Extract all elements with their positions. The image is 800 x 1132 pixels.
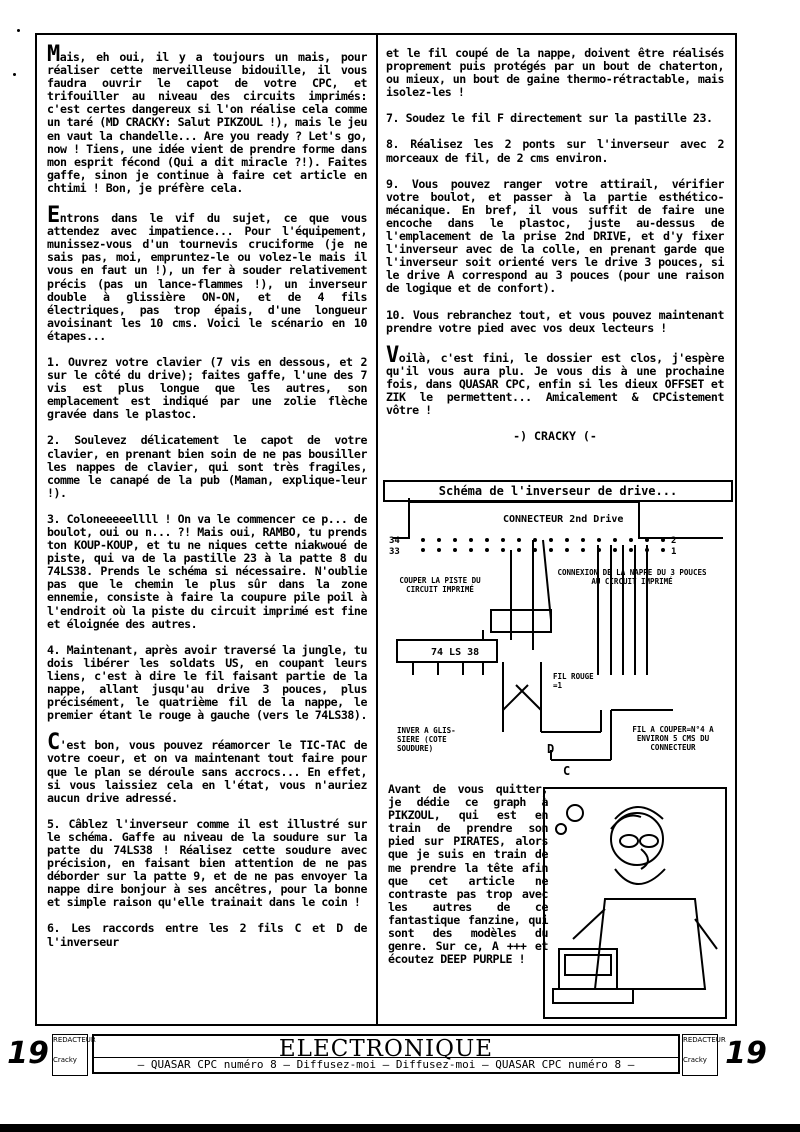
drop-cap: V xyxy=(386,342,399,368)
author-tag-role: REDACTEUR xyxy=(53,1036,96,1044)
paragraph-text: ntrons dans le vif du sujet, ce que vous attendez avec impatience... Pour l'équipement, munissez-vous d'un tournevis cruciforme (je ne sais pas, moi, empruntez-le ou volez-le mais il vous en faut un !), un fer à souder relativement précis (pas un lance-flammes !), un inverseur double à glissière ON-ON, et de 4 fils électriques, pas trop épais, d'une longueur avoisinant les 10 cms. Voici le scénario en 10 étapes... xyxy=(47,211,367,343)
paragraph xyxy=(386,112,724,125)
paragraph xyxy=(47,513,367,631)
paragraph-text: 3. Coloneeeeellll ! On va le commencer ce p... de boulot, oui ou n... ?! Mais oui, RAMBO, tu prends ton KOUP-KOUP, et tu ne niques cette niakwoué de piste, qui va de la pastille 23 à la patte 8 du 74LS38. Prends le schéma si nécessaire. N'oublie pas que le chemin le plus sûr dans la zone ennemie, consiste à faire la coupure pile poil à l'endroit où la piste du circuit imprimé est fine et éloignée des autres. xyxy=(47,511,367,631)
paragraph xyxy=(386,47,724,99)
author-tag-name: Cracky xyxy=(683,1056,707,1064)
paragraph-text: 2. Soulevez délicatement le capot de votre clavier, en prenant bien soin de ne pas bousiller les nappes de clavier, qui sont très fragiles, comme le canapé de la pub (Maman, explique-leur !). xyxy=(47,433,367,500)
comic-caption: Avant de vous quitter, je dédie ce graph à PIKZOUL, qui est en train de prendre son pied sur PIRATES, alors que je suis en train de me prendre la tête afin que cet article ne contraste pas trop avec les autres de ce fantastique fanzine, qui sont des modèles du genre. Sur ce, A +++ et écoutez DEEP PURPLE ! xyxy=(388,782,548,967)
paragraph xyxy=(47,356,367,421)
drop-cap: M xyxy=(47,42,60,67)
pin-33-label: 33 xyxy=(389,547,400,557)
right-column xyxy=(386,47,724,456)
paragraph-text: ais, eh oui, il y a toujours un mais, pour réaliser cette merveilleuse bidouille, il vous faudra ouvrir le capot de votre CPC, et trifouiller au niveau des circuits imprimés: c'est certes dangereux si l'on réalise cela comme un taré (MD CRACKY: Salut PIKZOUL !), mais le jeu en vaut la chandelle... Are you ready ? Let's go, now ! Tiens, une idée vient de prendre forme dans mon esprit fécond (Qui a dit miracle ?!). Faites gaffe, sinon je continue à faire cet article en chtimi ! Bon, je préfère cela. xyxy=(47,50,367,195)
paragraph-text: 10. Vous rebranchez tout, et vous pouvez maintenant prendre votre pied avec vos deux lecteurs ! xyxy=(386,307,724,335)
paragraph-text: 5. Câblez l'inverseur comme il est illustré sur le schéma. Gaffe au niveau de la soudure sur la patte du 74LS38 ! Réalisez cette soudure avec précision, en faisant bien attention de ne pas déborder sur la patte 9, et de ne pas envoyer la nappe dire bonjour à ses ancêtres, pour la bonne et simple raison qu'elle trainait dans le coin ! xyxy=(47,816,367,910)
paragraph-text: 8. Réalisez les 2 ponts sur l'inverseur avec 2 morceaux de fil, de 2 cms environ. xyxy=(386,137,724,165)
author-tag-role: REDACTEUR xyxy=(683,1036,726,1044)
left-column xyxy=(47,42,367,962)
connector-label: CONNECTEUR 2nd Drive xyxy=(503,514,624,525)
paragraph xyxy=(47,42,367,195)
schematic-title: Schéma de l'inverseur de drive... xyxy=(383,480,733,502)
section-banner xyxy=(92,1034,680,1074)
paragraph xyxy=(47,644,367,723)
author-tag-right xyxy=(682,1034,726,1076)
paragraph-text: 'est bon, vous pouvez réamorcer le TIC-TAC de votre coeur, et on va maintenant tout faire pour que le plan se déroule sans accrocs... En effet, si vous laissiez cela en l'état, vous n'auriez aucun drive adressé. xyxy=(47,738,367,805)
cut-track-label: COUPER LA PISTE DU CIRCUIT IMPRIMÉ xyxy=(399,576,481,594)
column-divider xyxy=(376,33,378,1026)
speck xyxy=(13,73,16,76)
cartoon-drawing xyxy=(545,789,725,1017)
paragraph-text: 9. Vous pouvez ranger votre attirail, vérifier votre boulot, et passer à la partie esthético-mécanique. En bref, il vous suffit de faire une encoche dans le plastoc, juste au-dessus de l'emplacement de la prise 2nd DRIVE, et d'y fixer l'inverseur avec de la colle, en prenant garde que l'inverseur soit orienté vers le drive 3 pouces, si le drive A correspond au 3 pouces (pour une raison de logique et de confort). xyxy=(386,176,724,296)
wire-c-label: C xyxy=(563,764,571,778)
section-subtitle: — QUASAR CPC numéro 8 — Diffusez-moi — Diffusez-moi — QUASAR CPC numéro 8 — xyxy=(94,1057,678,1072)
wire-cut-label: FIL A COUPER=N°4 A ENVIRON 5 CMS DU CONNECTEUR xyxy=(632,725,714,752)
pin-34-label: 34 xyxy=(389,536,400,546)
paragraph-text: 4. Maintenant, après avoir traversé la jungle, tu dois libérer les soldats US, en coupant leurs liens, c'est à dire le fil faisant partie de la nappe, allant jusqu'au drive 3 pouces, plus précisément, le quatrième fil de la nappe, le premier étant le rouge à gauche (vers le 74LS38). xyxy=(47,642,367,723)
wire-d-label: D xyxy=(547,742,555,756)
chip-label: 74 LS 38 xyxy=(431,647,480,658)
paragraph-text: oilà, c'est fini, le dossier est clos, j'espère qu'il vous aura plu. Je vous dis à une prochaine fois, dans QUASAR CPC, enfin si les dieux OFFSET et ZIK le permettent... Amicalement & CPCistement vôtre ! xyxy=(386,350,724,418)
page-number-right: 19 xyxy=(725,1036,767,1071)
paragraph xyxy=(386,309,724,335)
paragraph xyxy=(47,730,367,805)
paragraph-text: 1. Ouvrez votre clavier (7 vis en dessous, et 2 sur le côté du drive); faites gaffe, l'une des 7 vis est plus longue que les autres, son emplacement est indiqué par une zolie flèche gravée dans le plastoc. xyxy=(47,354,367,422)
paragraph xyxy=(386,342,724,418)
pin-1-label: 1 xyxy=(671,547,677,557)
bottom-bar xyxy=(0,1124,800,1132)
paragraph xyxy=(386,138,724,164)
paragraph xyxy=(47,434,367,499)
page-footer xyxy=(6,1030,786,1078)
author-signature: -) CRACKY (- xyxy=(513,429,597,444)
ribbon-link-label: CONNEXION DE LA NAPPE DU 3 POUCES AU CIRCUIT IMPRIMÉ xyxy=(557,568,707,586)
drop-cap: C xyxy=(47,730,60,756)
paragraph xyxy=(47,922,367,948)
author-tag-name: Cracky xyxy=(53,1056,77,1064)
paragraph-text: et le fil coupé de la nappe, doivent être réalisés proprement puis protégés par un bout de chaterton, ou mieux, un bout de gaine thermo-rétractable, mais isolez-les ! xyxy=(386,46,724,100)
page-number-left: 19 xyxy=(7,1036,49,1071)
speck xyxy=(17,29,20,32)
paragraph xyxy=(47,203,367,343)
red-wire-label: FIL ROUGE =1 xyxy=(553,672,594,690)
switch-label: INVER A GLIS- SIERE (COTE SOUDURE) xyxy=(397,726,456,753)
section-title: ELECTRONIQUE xyxy=(278,1036,494,1062)
author-tag-left xyxy=(52,1034,96,1076)
pin-2-label: 2 xyxy=(671,536,677,546)
cartoon-illustration xyxy=(543,787,727,1019)
paragraph-text: 6. Les raccords entre les 2 fils C et D de l'inverseur xyxy=(47,921,367,949)
switch-schematic xyxy=(383,480,731,782)
paragraph-text: 7. Soudez le fil F directement sur la pastille 23. xyxy=(386,111,713,126)
paragraph xyxy=(47,818,367,910)
paragraph xyxy=(386,178,724,296)
drop-cap: E xyxy=(47,203,60,229)
